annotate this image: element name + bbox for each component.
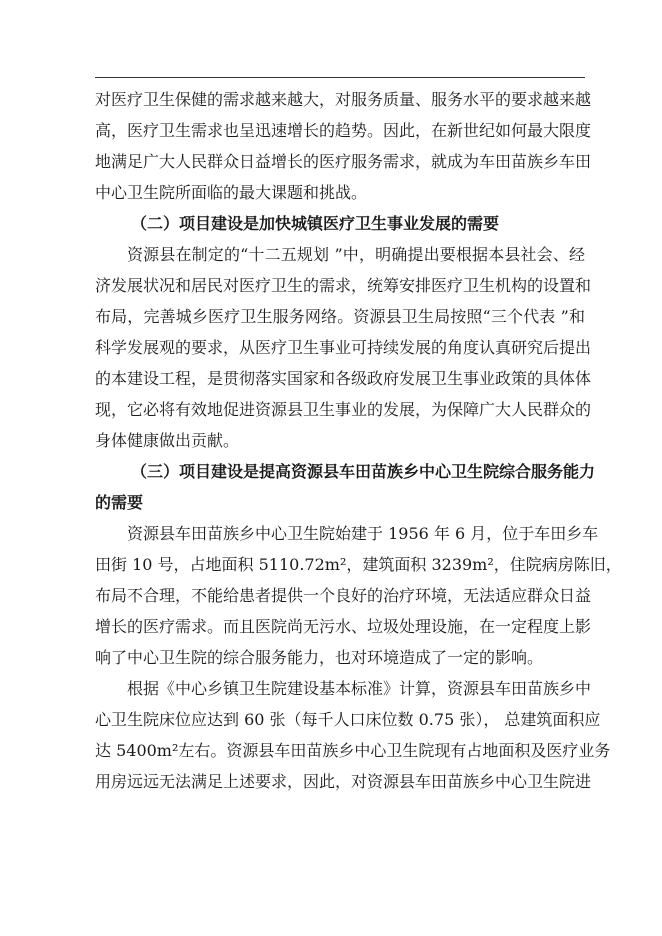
paragraph-line: 资源县车田苗族乡中心卫生院始建于 1956 年 6 月，位于车田乡车 [127, 524, 599, 543]
paragraph-line: 响了中心卫生院的综合服务能力，也对环境造成了一定的影响。 [95, 648, 544, 667]
paragraph-line: 根据《中心乡镇卫生院建设基本标准》计算，资源县车田苗族乡中 [127, 679, 592, 698]
paragraph-line: 布局不合理，不能给患者提供一个良好的治疗环境，无法适应群众日益 [95, 586, 592, 605]
paragraph-line: 地满足广大人民群众日益增长的医疗服务需求，就成为车田苗族乡车田 [95, 152, 592, 171]
paragraph-line: 高，医疗卫生需求也呈迅速增长的趋势。因此，在新世纪如何最大限度 [95, 121, 592, 140]
paragraph-line: 布局，完善城乡医疗卫生服务网络。资源县卫生局按照“三个代表 ”和 [95, 307, 585, 326]
section-heading-line: 的需要 [95, 493, 144, 512]
paragraph-line: 用房远远无法满足上述要求，因此，对资源县车田苗族乡中心卫生院进 [95, 772, 592, 791]
paragraph-line: 资源县在制定的“十二五规划 ”中，明确提出要根据本县社会、经 [127, 245, 585, 264]
paragraph-line: 对医疗卫生保健的需求越来越大，对服务质量、服务水平的要求越来越 [95, 90, 592, 109]
paragraph-line: 身体健康做出贡献。 [95, 431, 240, 450]
paragraph-line: 中心卫生院所面临的最大课题和挑战。 [95, 183, 368, 202]
section-heading-line: （二）项目建设是加快城镇医疗卫生事业发展的需要 [131, 214, 500, 233]
paragraph-line: 心卫生院床位应达到 60 张（每千人口床位数 0.75 张）， 总建筑面积应 [95, 710, 601, 729]
paragraph-line: 济发展状况和居民对医疗卫生的需求，统筹安排医疗卫生机构的设置和 [95, 276, 592, 295]
document-body [95, 84, 622, 797]
paragraph-line: 的本建设工程，是贯彻落实国家和各级政府发展卫生事业政策的具体体 [95, 369, 592, 388]
paragraph-line: 田街 10 号，占地面积 5110.72m²，建筑面积 3239m²，住院病房陈旧， [95, 555, 622, 574]
paragraph-line: 现，它必将有效地促进资源县卫生事业的发展，为保障广大人民群众的 [95, 400, 592, 419]
paragraph-line: 科学发展观的要求，从医疗卫生事业可持续发展的角度认真研究后提出 [95, 338, 592, 357]
paragraph-line: 增长的医疗需求。而且医院尚无污水、垃圾处理设施，在一定程度上影 [95, 617, 592, 636]
section-heading-line: （三）项目建设是提高资源县车田苗族乡中心卫生院综合服务能力 [131, 462, 596, 481]
paragraph-line: 达 5400m²左右。资源县车田苗族乡中心卫生院现有占地面积及医疗业务 [95, 741, 611, 760]
header-rule [95, 77, 585, 78]
